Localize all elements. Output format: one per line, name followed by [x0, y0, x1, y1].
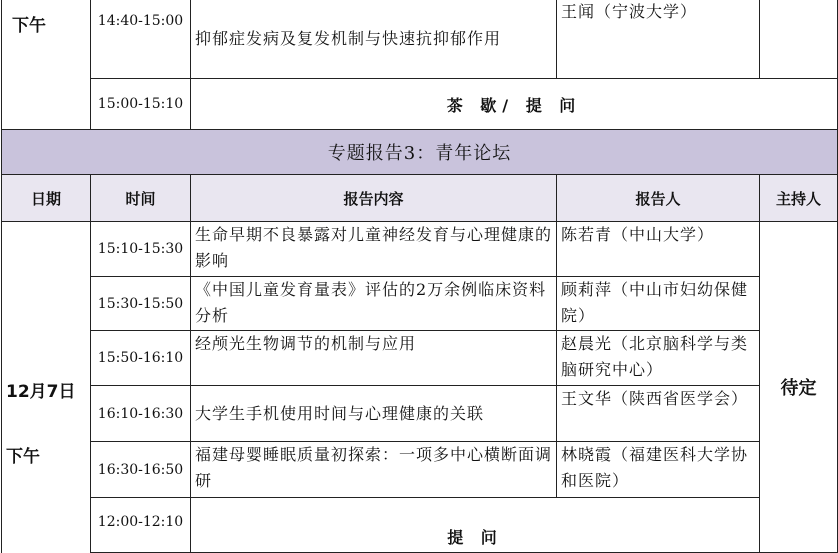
- speaker-cell: 顾莉萍（中山市妇幼保健院）: [557, 277, 760, 331]
- session-row: [2, 277, 838, 331]
- header-time: 时间: [91, 175, 191, 222]
- time-cell: 15:30-15:50: [91, 277, 191, 331]
- date-cell: [2, 0, 91, 130]
- session-row: [2, 442, 838, 498]
- time-cell: 15:00-15:10: [91, 79, 191, 130]
- header-date: 日期: [2, 175, 91, 222]
- date-cell: [2, 222, 91, 553]
- break-row: [2, 79, 838, 130]
- time-cell: 12:00-12:10: [91, 498, 191, 553]
- date-label: 12月7日: [6, 382, 76, 402]
- topic-cell: 生命早期不良暴露对儿童神经发育与心理健康的影响: [191, 222, 557, 277]
- topic-cell: 经颅光生物调节的机制与应用: [191, 331, 557, 386]
- speaker-cell: 王闻（宁波大学）: [557, 0, 760, 79]
- period-label: 下午: [12, 16, 46, 36]
- speaker-cell: 赵晨光（北京脑科学与类脑研究中心）: [557, 331, 760, 386]
- schedule-table: [1, 0, 838, 553]
- column-header-row: [2, 175, 838, 222]
- time-cell: 15:10-15:30: [91, 222, 191, 277]
- topic-cell: 福建母婴睡眠质量初探索：一项多中心横断面调研: [191, 442, 557, 498]
- section-title: 专题报告3：青年论坛: [2, 130, 838, 175]
- time-cell: 16:30-16:50: [91, 442, 191, 498]
- time-cell: 16:10-16:30: [91, 386, 191, 442]
- session-row: [2, 331, 838, 386]
- topic-cell: 《中国儿童发育量表》评估的2万余例临床资料分析: [191, 277, 557, 331]
- topic-cell: 抑郁症发病及复发机制与快速抗抑郁作用: [191, 0, 557, 79]
- host-cell: [760, 0, 838, 79]
- session-row: [2, 222, 838, 277]
- time-cell: 15:50-16:10: [91, 331, 191, 386]
- break-label: 茶 歇/ 提 问: [191, 79, 838, 130]
- header-speaker: 报告人: [557, 175, 760, 222]
- speaker-cell: 王文华（陕西省医学会）: [557, 386, 760, 442]
- speaker-cell: 林晓霞（福建医科大学协和医院）: [557, 442, 760, 498]
- section-header-row: [2, 130, 838, 175]
- time-cell: 14:40-15:00: [91, 0, 191, 79]
- topic-cell: 大学生手机使用时间与心理健康的关联: [191, 386, 557, 442]
- session-row: [2, 0, 838, 79]
- session-row: [2, 498, 838, 553]
- qa-label: 提 问: [191, 498, 760, 553]
- header-host: 主持人: [760, 175, 838, 222]
- header-topic: 报告内容: [191, 175, 557, 222]
- speaker-cell: 陈若青（中山大学）: [557, 222, 760, 277]
- host-cell: 待定: [760, 222, 838, 553]
- period-label: 下午: [6, 447, 40, 467]
- session-row: [2, 386, 838, 442]
